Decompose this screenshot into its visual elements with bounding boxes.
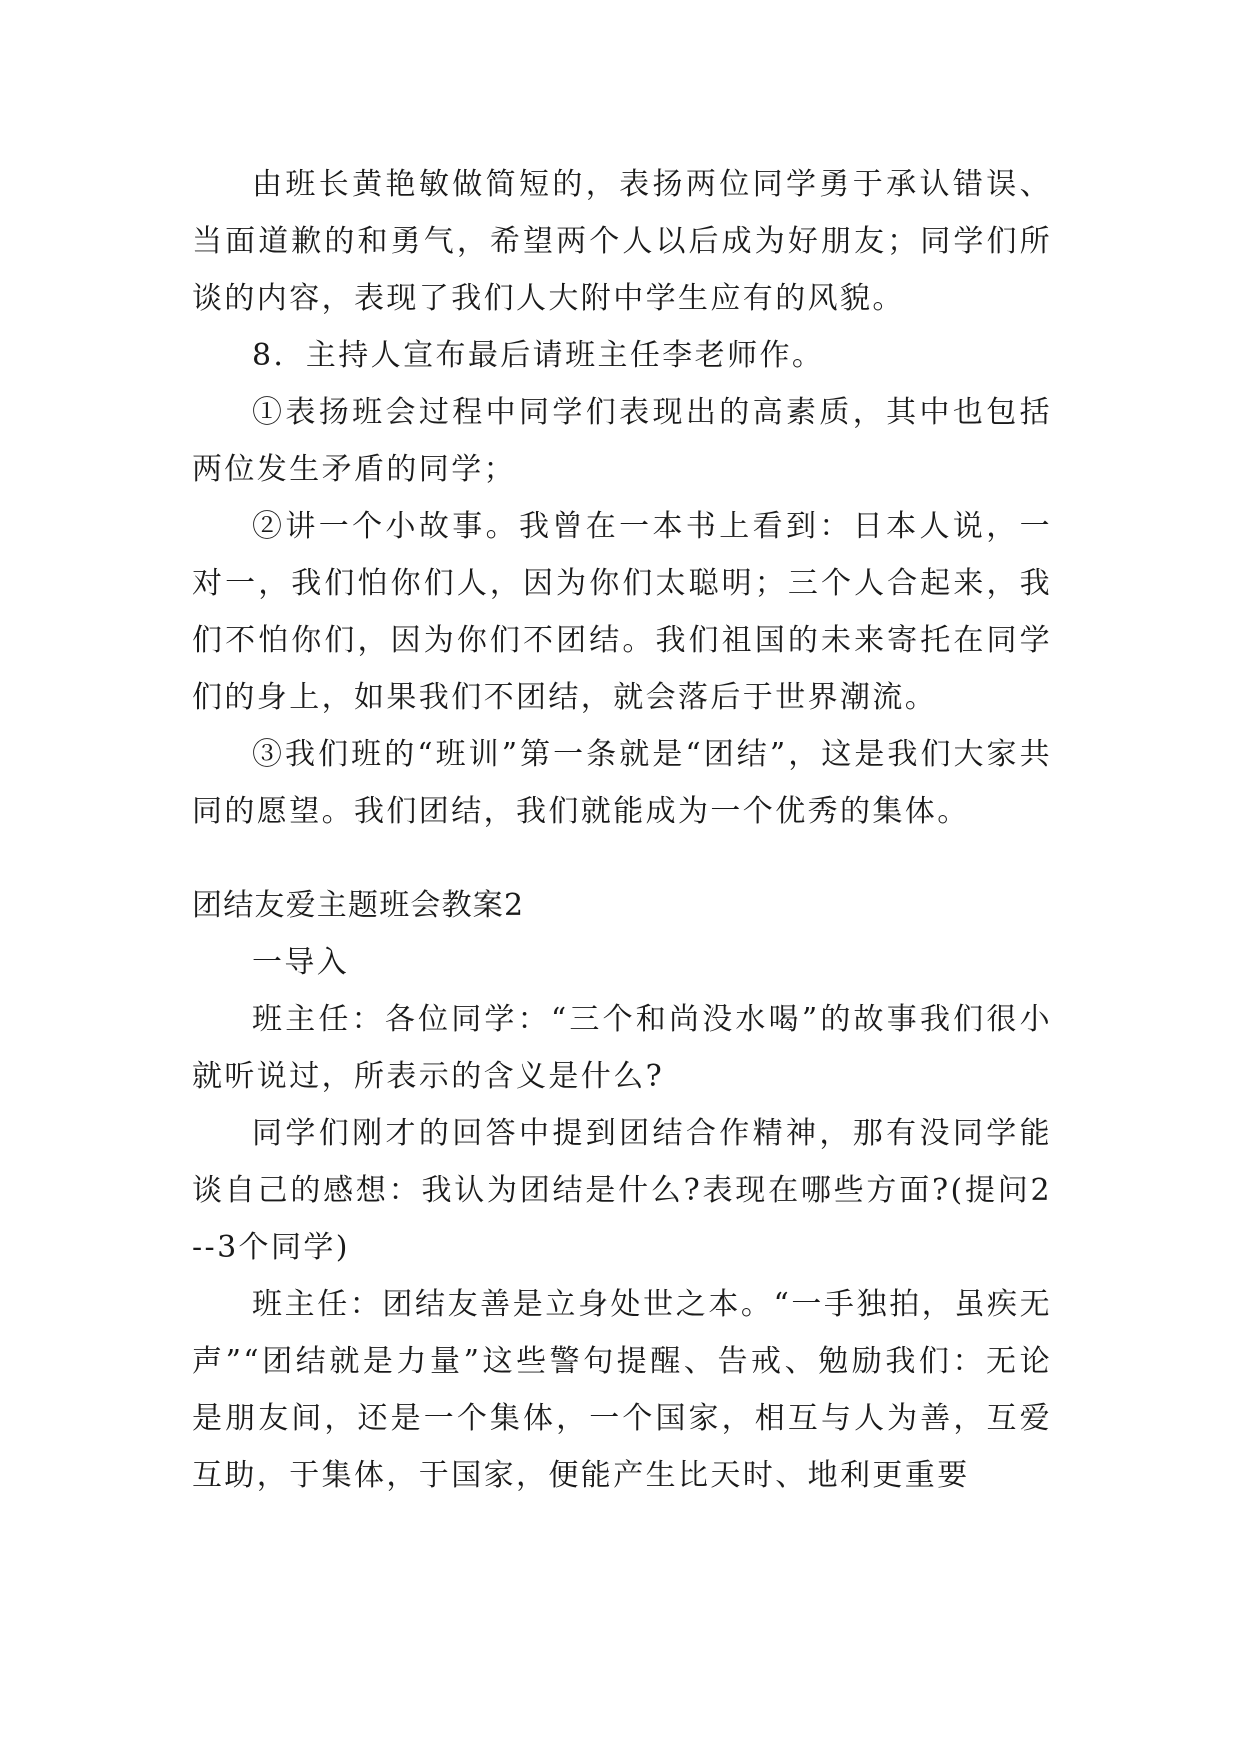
paragraph-student-answers: 同学们刚才的回答中提到团结合作精神，那有没同学能谈自己的感想：我认为团结是什么?表现在哪些方面?(提问2--3个同学) — [192, 1116, 1052, 1265]
paragraph-intro-heading: 一导入 — [252, 945, 350, 980]
paragraph-point-3: ③我们班的“班训”第一条就是“团结”，这是我们大家共同的愿望。我们团结，我们就能成为一个优秀的集体。 — [192, 737, 1052, 829]
paragraph-point-2: ②讲一个小故事。我曾在一本书上看到：日本人说，一对一，我们怕你们人，因为你们太聪明；三个人合起来，我们不怕你们，因为你们不团结。我们祖国的未来寄托在同学们的身上，如果我们不团结，就会落后于世界潮流。 — [192, 509, 1052, 715]
paragraph-step-8: 8．主持人宣布最后请班主任李老师作。 — [252, 338, 825, 373]
section-spacer — [192, 840, 1052, 877]
paragraph-point-1: ①表扬班会过程中同学们表现出的高素质，其中也包括两位发生矛盾的同学； — [192, 395, 1052, 487]
document-body — [192, 156, 1052, 1504]
paragraph-teacher-question: 班主任：各位同学：“三个和尚没水喝”的故事我们很小就听说过，所表示的含义是什么? — [192, 1002, 1052, 1094]
paragraph-summary: 由班长黄艳敏做简短的，表扬两位同学勇于承认错误、当面道歉的和勇气，希望两个人以后成为好朋友；同学们所谈的内容，表现了我们人大附中学生应有的风貌。 — [192, 167, 1052, 316]
paragraph-teacher-remarks: 班主任：团结友善是立身处世之本。“一手独拍，虽疾无声”“团结就是力量”这些警句提醒、告戒、勉励我们：无论是朋友间，还是一个集体，一个国家，相互与人为善，互爱互助，于集体，于国家，便能产生比天时、地利更重要 — [192, 1287, 1052, 1493]
section-title: 团结友爱主题班会教案2 — [192, 888, 525, 923]
